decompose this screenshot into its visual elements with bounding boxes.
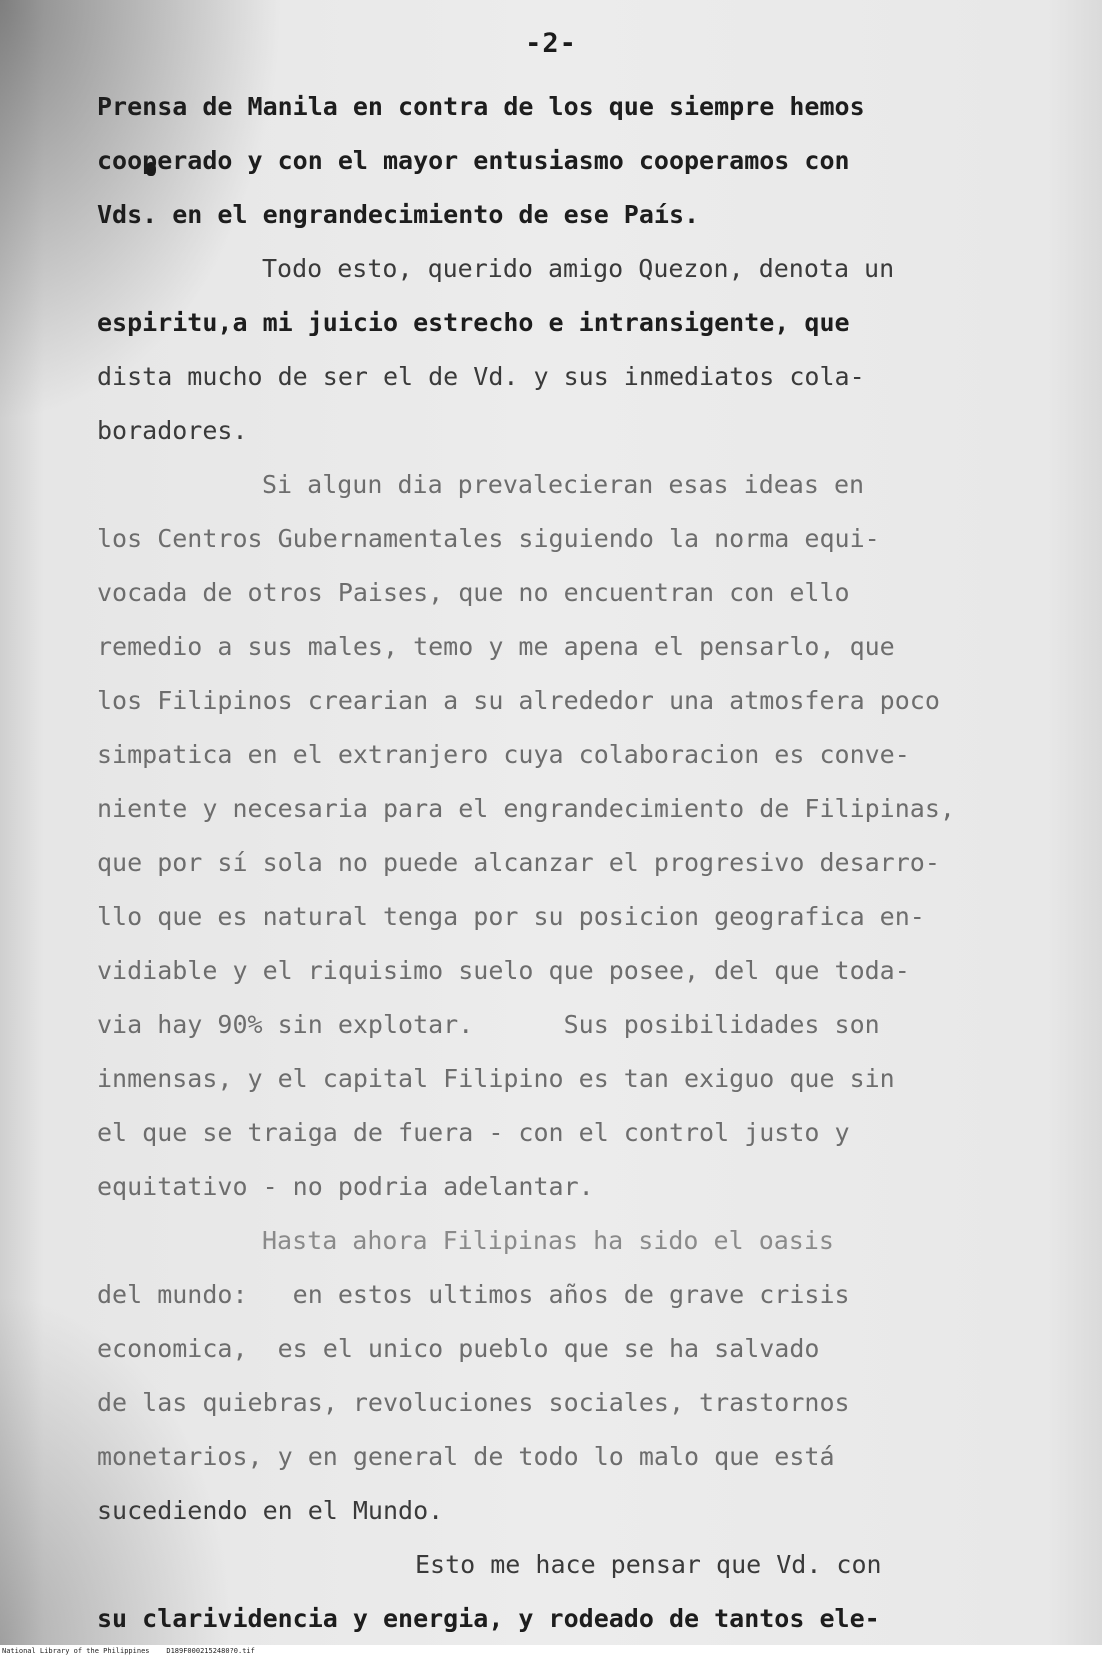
letter-body xyxy=(97,80,1087,1645)
text-line: los Centros Gubernamentales siguiendo la norma equi- xyxy=(97,524,880,553)
text-line: que por sí sola no puede alcanzar el progresivo desarro- xyxy=(97,848,940,877)
text-line: su clarividencia y energia, y rodeado de tantos ele- xyxy=(97,1604,880,1633)
paragraph-start-line: Esto me hace pensar que Vd. con xyxy=(415,1550,882,1579)
text-line: dista mucho de ser el de Vd. y sus inmediatos cola- xyxy=(97,362,865,391)
text-line: los Filipinos crearian a su alrededor una atmosfera poco xyxy=(97,686,940,715)
text-line: niente y necesaria para el engrandecimiento de Filipinas, xyxy=(97,794,955,823)
page-number: -2- xyxy=(525,28,577,59)
text-line: boradores. xyxy=(97,416,248,445)
text-line: inmensas, y el capital Filipino es tan exiguo que sin xyxy=(97,1064,895,1093)
text-line: Prensa de Manila en contra de los que siempre hemos xyxy=(97,92,865,121)
text-line: monetarios, y en general de todo lo malo que está xyxy=(97,1442,835,1471)
paragraph-start-line: Todo esto, querido amigo Quezon, denota un xyxy=(262,254,895,283)
text-line: equitativo - no podria adelantar. xyxy=(97,1172,594,1201)
text-line: economica, es el unico pueblo que se ha salvado xyxy=(97,1334,820,1363)
text-line: llo que es natural tenga por su posicion geografica en- xyxy=(97,902,925,931)
paragraph-start-line: Si algun dia prevalecieran esas ideas en xyxy=(262,470,865,499)
paragraph-start-line: Hasta ahora Filipinas ha sido el oasis xyxy=(262,1226,834,1255)
text-line: del mundo: en estos ultimos años de grave crisis xyxy=(97,1280,850,1309)
text-line: el que se traiga de fuera - con el control justo y xyxy=(97,1118,850,1147)
text-line: via hay 90% sin explotar. Sus posibilidades son xyxy=(97,1010,880,1039)
text-line: espiritu,a mi juicio estrecho e intransigente, que xyxy=(97,308,850,337)
text-line: cooperado y con el mayor entusiasmo cooperamos con xyxy=(97,146,850,175)
archive-footer: National Library of the Philippines D189F0002152480?0.tif xyxy=(0,1645,1102,1658)
text-line: Vds. en el engrandecimiento de ese País. xyxy=(97,200,700,229)
text-line: simpatica en el extranjero cuya colaboracion es conve- xyxy=(97,740,910,769)
text-line: de las quiebras, revoluciones sociales, trastornos xyxy=(97,1388,850,1417)
text-line: vocada de otros Paises, que no encuentran con ello xyxy=(97,578,850,607)
text-line: sucediendo en el Mundo. xyxy=(97,1496,444,1525)
text-line: vidiable y el riquisimo suelo que posee, del que toda- xyxy=(97,956,910,985)
text-line: remedio a sus males, temo y me apena el pensarlo, que xyxy=(97,632,895,661)
